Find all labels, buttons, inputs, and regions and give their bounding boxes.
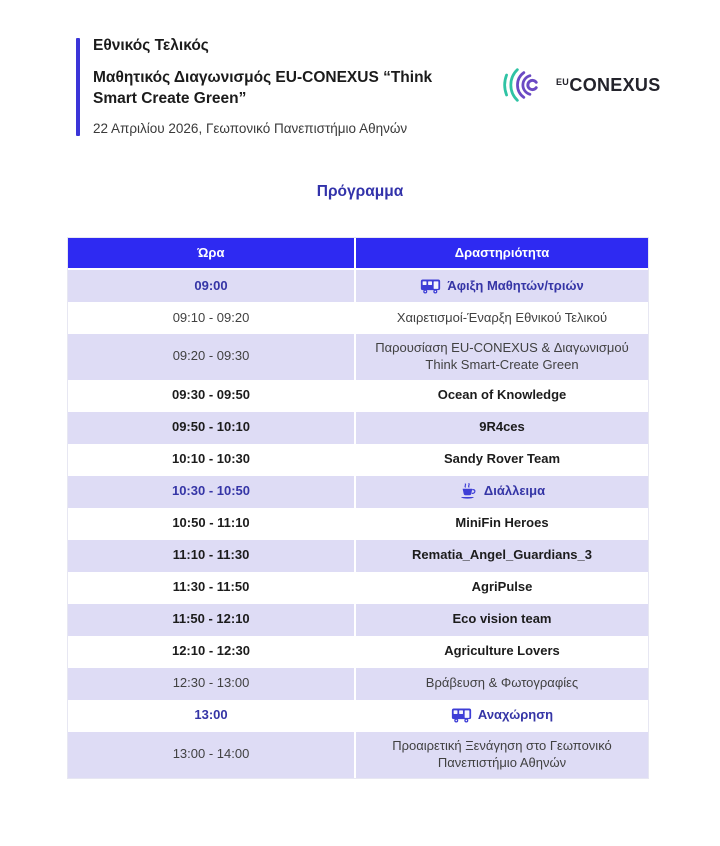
table-row xyxy=(68,444,648,476)
activity-text: MiniFin Heroes xyxy=(455,515,549,531)
time-cell: 11:10 - 11:30 xyxy=(68,540,354,572)
logo-name: CONEXUS xyxy=(569,75,661,95)
table-row xyxy=(68,636,648,668)
table-row xyxy=(68,302,648,334)
activity-text: Βράβευση & Φωτογραφίες xyxy=(425,675,579,691)
activity-cell xyxy=(356,380,648,412)
table-row xyxy=(68,380,648,412)
table-row xyxy=(68,476,648,508)
time-column-header: Ώρα xyxy=(68,238,354,268)
activity-text: Χαιρετισμοί-Έναρξη Εθνικού Τελικού xyxy=(396,309,608,325)
activity-text: Ocean of Knowledge xyxy=(437,387,567,403)
activity-text: Προαιρετική Ξενάγηση στο Γεωπονικό Πανεπιστήμιο Αθηνών xyxy=(392,737,612,770)
table-row xyxy=(68,604,648,636)
activity-cell xyxy=(356,444,648,476)
time-cell: 09:20 - 09:30 xyxy=(68,334,354,380)
time-cell: 10:50 - 11:10 xyxy=(68,508,354,540)
activity-cell xyxy=(356,604,648,636)
activity-cell xyxy=(356,334,648,380)
coffee-icon xyxy=(459,483,478,500)
activity-text: Sandy Rover Team xyxy=(443,451,561,467)
table-header-row xyxy=(68,238,648,268)
time-cell: 09:30 - 09:50 xyxy=(68,380,354,412)
table-row xyxy=(68,540,648,572)
time-cell: 12:30 - 13:00 xyxy=(68,668,354,700)
activity-column-header: Δραστηριότητα xyxy=(356,238,648,268)
activity-text: Αναχώρηση xyxy=(477,707,554,723)
table-body xyxy=(68,270,648,778)
event-subtitle: Μαθητικός Διαγωνισμός EU-CONEXUS “Think Smart Create Green” xyxy=(93,69,433,107)
time-cell: 10:30 - 10:50 xyxy=(68,476,354,508)
bus-icon xyxy=(420,279,441,294)
table-row xyxy=(68,334,648,380)
table-row xyxy=(68,508,648,540)
bus-icon xyxy=(451,708,472,723)
activity-cell xyxy=(356,508,648,540)
time-cell: 09:50 - 10:10 xyxy=(68,412,354,444)
activity-text: 9R4ces xyxy=(479,419,525,435)
activity-cell xyxy=(356,732,648,778)
activity-text: Παρουσίαση EU-CONEXUS & Διαγωνισμού Think Smart-Create Green xyxy=(375,340,629,372)
activity-text: AgriPulse xyxy=(471,579,533,595)
activity-cell xyxy=(356,476,648,508)
activity-cell xyxy=(356,540,648,572)
table-row xyxy=(68,572,648,604)
table-row xyxy=(68,270,648,302)
document-header xyxy=(76,34,496,138)
activity-cell xyxy=(356,636,648,668)
activity-cell xyxy=(356,302,648,334)
table-row xyxy=(68,732,648,778)
event-date-location: 22 Απριλίου 2026, Γεωπονικό Πανεπιστήμιο Αθηνών xyxy=(93,121,408,137)
time-cell: 13:00 xyxy=(68,700,354,732)
time-cell: 10:10 - 10:30 xyxy=(68,444,354,476)
schedule-table xyxy=(68,238,648,778)
table-row xyxy=(68,700,648,732)
activity-text: Eco vision team xyxy=(452,611,552,627)
time-cell: 09:10 - 09:20 xyxy=(68,302,354,334)
table-row xyxy=(68,668,648,700)
accent-bar xyxy=(76,38,80,136)
activity-text: Rematia_Angel_Guardians_3 xyxy=(412,547,592,563)
activity-text: Άφιξη Μαθητών/τριών xyxy=(447,277,584,293)
concentric-arcs-icon xyxy=(499,62,547,108)
section-title: Πρόγραμμα xyxy=(316,183,404,200)
activity-cell xyxy=(356,700,648,732)
event-title: Εθνικός Τελικός xyxy=(93,37,209,54)
activity-text: Agriculture Lovers xyxy=(444,643,560,659)
eu-conexus-logo xyxy=(499,62,661,108)
time-cell: 11:50 - 12:10 xyxy=(68,604,354,636)
logo-prefix: EU xyxy=(556,76,569,87)
activity-cell xyxy=(356,270,648,302)
activity-cell xyxy=(356,412,648,444)
logo-wordmark xyxy=(556,76,661,94)
time-cell: 12:10 - 12:30 xyxy=(68,636,354,668)
activity-cell xyxy=(356,572,648,604)
time-cell: 09:00 xyxy=(68,270,354,302)
table-row xyxy=(68,412,648,444)
time-cell: 13:00 - 14:00 xyxy=(68,732,354,778)
time-cell: 11:30 - 11:50 xyxy=(68,572,354,604)
activity-cell xyxy=(356,668,648,700)
activity-text: Διάλλειμα xyxy=(483,483,546,499)
